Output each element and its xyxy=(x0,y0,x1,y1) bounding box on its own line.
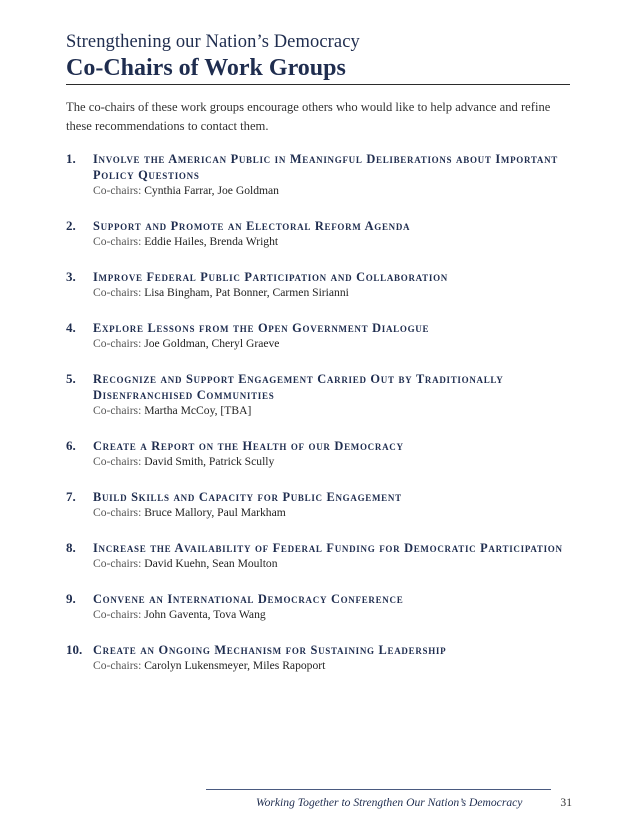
list-item xyxy=(66,489,570,521)
item-number: 6. xyxy=(66,438,76,453)
cochairs-label: Co-chairs: xyxy=(93,337,142,350)
cochairs-names: Bruce Mallory, Paul Markham xyxy=(144,506,286,519)
cochairs-label: Co-chairs: xyxy=(93,286,142,299)
list-item xyxy=(66,320,570,352)
item-title: Convene an International Democracy Conference xyxy=(93,592,404,606)
cochairs-line xyxy=(93,183,570,199)
cochairs-names: Carolyn Lukensmeyer, Miles Rapoport xyxy=(144,659,326,672)
item-number: 2. xyxy=(66,218,76,233)
cochairs-label: Co-chairs: xyxy=(93,557,142,570)
intro-paragraph: The co-chairs of these work groups encourage others who would like to help advance and refine these recommendations to contact them. xyxy=(66,100,551,133)
item-number: 5. xyxy=(66,371,76,386)
item-title: Increase the Availability of Federal Funding for Democratic Participation xyxy=(93,541,563,555)
item-title: Recognize and Support Engagement Carried Out by Traditionally Disenfranchised Communities xyxy=(93,372,504,402)
footer-divider xyxy=(206,789,551,790)
cochairs-line xyxy=(93,285,570,301)
list-item xyxy=(66,540,570,572)
page-title: Co-Chairs of Work Groups xyxy=(66,55,346,81)
cochairs-line xyxy=(93,505,570,521)
report-kicker: Strengthening our Nation’s Democracy xyxy=(66,32,360,52)
cochairs-label: Co-chairs: xyxy=(93,506,142,519)
cochairs-names: Cynthia Farrar, Joe Goldman xyxy=(144,184,279,197)
item-number: 3. xyxy=(66,269,76,284)
cochairs-names: Joe Goldman, Cheryl Graeve xyxy=(144,337,280,350)
item-number: 1. xyxy=(66,151,76,166)
item-title: Improve Federal Public Participation and Collaboration xyxy=(93,270,448,284)
page-number: 31 xyxy=(560,796,572,809)
cochairs-label: Co-chairs: xyxy=(93,455,142,468)
item-number: 7. xyxy=(66,489,76,504)
cochairs-line xyxy=(93,336,570,352)
item-number: 8. xyxy=(66,540,76,555)
page-footer xyxy=(206,789,572,809)
list-item xyxy=(66,151,570,199)
cochairs-line xyxy=(93,607,570,623)
list-item xyxy=(66,218,570,250)
cochairs-label: Co-chairs: xyxy=(93,404,142,417)
footer-text: Working Together to Strengthen Our Nation’s Democracy xyxy=(256,796,523,809)
cochairs-names: David Kuehn, Sean Moulton xyxy=(144,557,278,570)
cochairs-names: John Gaventa, Tova Wang xyxy=(144,608,266,621)
cochairs-line xyxy=(93,403,570,419)
item-title: Involve the American Public in Meaningful Deliberations about Important Policy Questions xyxy=(93,152,558,182)
list-item xyxy=(66,371,570,419)
item-number: 10. xyxy=(66,642,83,657)
item-title: Build Skills and Capacity for Public Engagement xyxy=(93,490,402,504)
list-item xyxy=(66,642,570,674)
cochairs-label: Co-chairs: xyxy=(93,659,142,672)
cochairs-names: Martha McCoy, [TBA] xyxy=(144,404,252,417)
list-item xyxy=(66,269,570,301)
title-divider xyxy=(66,84,570,85)
cochairs-label: Co-chairs: xyxy=(93,235,142,248)
cochairs-names: David Smith, Patrick Scully xyxy=(144,455,275,468)
cochairs-names: Lisa Bingham, Pat Bonner, Carmen Sirianni xyxy=(144,286,349,299)
item-title: Explore Lessons from the Open Government Dialogue xyxy=(93,321,430,335)
cochairs-label: Co-chairs: xyxy=(93,608,142,621)
footer-line xyxy=(206,796,572,809)
page-header xyxy=(66,31,570,85)
item-title: Support and Promote an Electoral Reform Agenda xyxy=(93,219,411,233)
item-title: Create a Report on the Health of our Democracy xyxy=(93,439,404,453)
work-group-list xyxy=(66,151,570,693)
cochairs-line xyxy=(93,234,570,250)
item-number: 4. xyxy=(66,320,76,335)
list-item xyxy=(66,591,570,623)
cochairs-line xyxy=(93,556,570,572)
cochairs-line xyxy=(93,658,570,674)
cochairs-line xyxy=(93,454,570,470)
item-title: Create an Ongoing Mechanism for Sustaining Leadership xyxy=(93,643,447,657)
list-item xyxy=(66,438,570,470)
cochairs-names: Eddie Hailes, Brenda Wright xyxy=(144,235,279,248)
item-number: 9. xyxy=(66,591,76,606)
cochairs-label: Co-chairs: xyxy=(93,184,142,197)
